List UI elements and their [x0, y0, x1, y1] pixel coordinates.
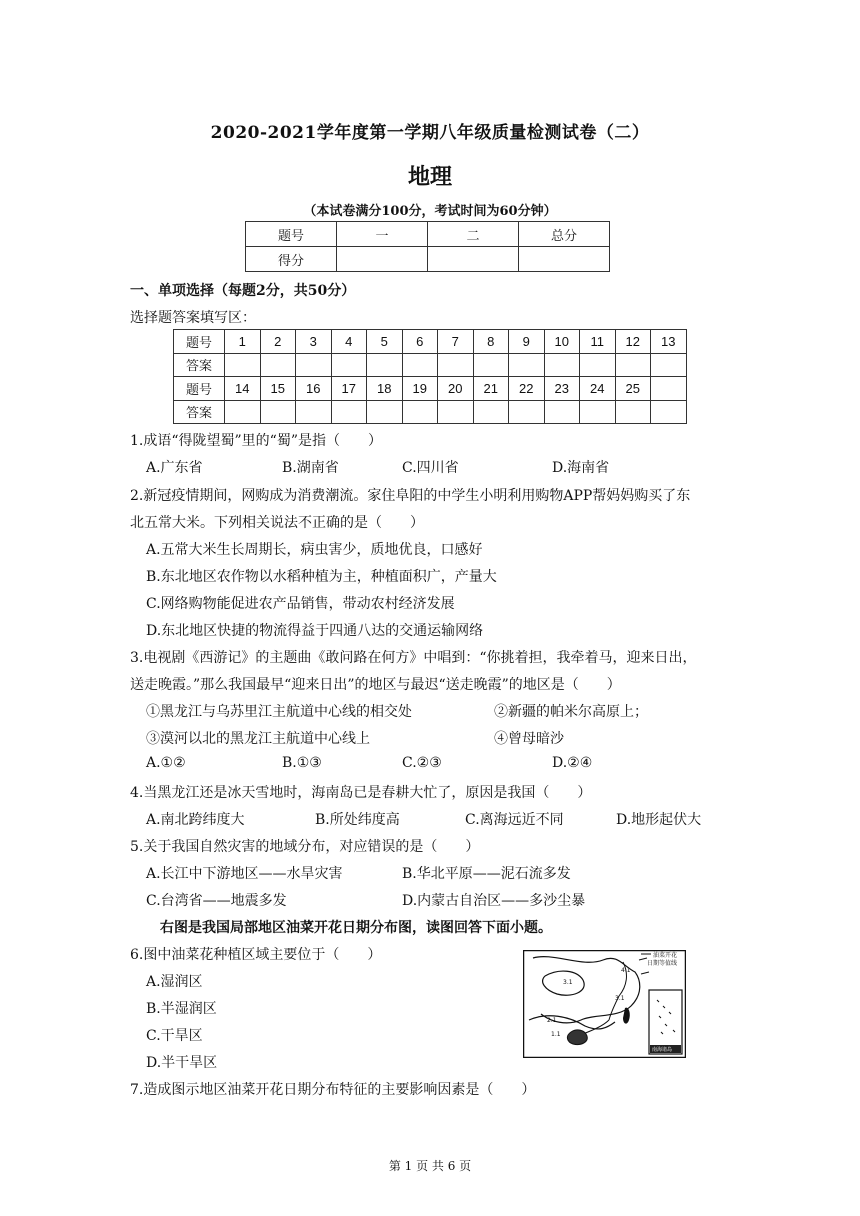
- answer-cell[interactable]: [509, 400, 545, 424]
- option[interactable]: B.所处纬度高: [315, 812, 400, 828]
- option[interactable]: A.长江中下游地区——水旱灾害: [146, 866, 343, 882]
- map-intro: 右图是我国局部地区油菜开花日期分布图，读图回答下面小题。: [160, 920, 552, 936]
- question-6: 6.图中油菜花种植区域主要位于（ ）: [130, 947, 382, 963]
- question-5: 5.关于我国自然灾害的地域分布，对应错误的是（ ）: [130, 839, 480, 855]
- question-number: 24: [580, 377, 616, 401]
- question-3-line-1: 3.电视剧《西游记》的主题曲《敢问路在何方》中唱到：“你挑着担，我牵着马，迎来日出，: [130, 650, 697, 666]
- question-number: 12: [615, 330, 651, 354]
- question-number: 3: [296, 330, 332, 354]
- legend-label: 油菜开花: [653, 952, 678, 959]
- answer-cell[interactable]: [615, 353, 651, 377]
- isoline-label: 2.1: [547, 1017, 557, 1024]
- question-2-line-2: 北五常大米。下列相关说法不正确的是（ ）: [130, 515, 424, 531]
- question-number: 10: [544, 330, 580, 354]
- question-3-line-2: 送走晚霞。”那么我国最早“迎来日出”的地区与最迟“送走晚霞”的地区是（ ）: [130, 677, 621, 693]
- question-2-line-1: 2.新冠疫情期间，网购成为消费潮流。家住阜阳的中学生小明利用购物APP帮妈妈购买了东: [130, 488, 691, 504]
- question-number: 22: [509, 377, 545, 401]
- option[interactable]: D.海南省: [552, 460, 610, 476]
- option[interactable]: A.南北跨纬度大: [146, 812, 245, 828]
- isoline-label: 4.1: [621, 967, 631, 974]
- option[interactable]: C.网络购物能促进农产品销售，带动农村经济发展: [146, 596, 455, 612]
- score-header: 总分: [519, 222, 610, 247]
- answer-cell[interactable]: [260, 400, 296, 424]
- answer-cell[interactable]: [473, 353, 509, 377]
- question-number: 25: [615, 377, 651, 401]
- answer-cell[interactable]: [615, 400, 651, 424]
- answer-cell[interactable]: [438, 353, 474, 377]
- score-header: 二: [428, 222, 519, 247]
- question-number: 2: [260, 330, 296, 354]
- rapeseed-flowering-map: [523, 950, 686, 1058]
- question-number: 20: [438, 377, 474, 401]
- question-7: 7.造成图示地区油菜开花日期分布特征的主要影响因素是（ ）: [130, 1082, 536, 1098]
- answer-cell[interactable]: [367, 353, 403, 377]
- score-table: [245, 221, 610, 272]
- isoline-label: 3.1: [563, 979, 573, 986]
- answer-cell[interactable]: [296, 353, 332, 377]
- option[interactable]: C.干旱区: [146, 1028, 203, 1044]
- legend-label: 日期等值线: [647, 960, 678, 967]
- option[interactable]: C.四川省: [402, 460, 459, 476]
- question-number: 11: [580, 330, 616, 354]
- score-header: 一: [337, 222, 428, 247]
- question-number: 1: [225, 330, 261, 354]
- exam-title: 2020-2021学年度第一学期八年级质量检测试卷（二）: [210, 123, 650, 143]
- score-row-label: 得分: [246, 247, 337, 272]
- score-cell[interactable]: [428, 247, 519, 272]
- answer-cell[interactable]: [402, 353, 438, 377]
- answer-cell[interactable]: [367, 400, 403, 424]
- option[interactable]: D.②④: [552, 755, 593, 771]
- answer-cell[interactable]: [580, 353, 616, 377]
- option[interactable]: B.①③: [282, 755, 322, 771]
- question-number: 7: [438, 330, 474, 354]
- option[interactable]: B.湖南省: [282, 460, 339, 476]
- subject-title: 地理: [407, 164, 452, 190]
- question-number: 18: [367, 377, 403, 401]
- answer-cell[interactable]: [509, 353, 545, 377]
- question-number: 21: [473, 377, 509, 401]
- answer-cell[interactable]: [651, 353, 687, 377]
- answer-cell[interactable]: [331, 400, 367, 424]
- isoline-label: 3.1: [615, 995, 625, 1002]
- question-number: 13: [651, 330, 687, 354]
- answer-row-label: 题号: [174, 377, 225, 401]
- option[interactable]: A.广东省: [146, 460, 203, 476]
- question-4: 4.当黑龙江还是冰天雪地时，海南岛已是春耕大忙了，原因是我国（ ）: [130, 785, 592, 801]
- question-number: 9: [509, 330, 545, 354]
- answer-row-label: 答案: [174, 353, 225, 377]
- question-number: 16: [296, 377, 332, 401]
- score-cell[interactable]: [519, 247, 610, 272]
- question-number: 17: [331, 377, 367, 401]
- option[interactable]: A.五常大米生长周期长，病虫害少，质地优良，口感好: [146, 542, 483, 558]
- question-1: 1.成语“得陇望蜀”里的“蜀”是指（ ）: [130, 433, 382, 449]
- empty-cell: [651, 400, 687, 424]
- question-number: 5: [367, 330, 403, 354]
- option[interactable]: A.湿润区: [146, 974, 203, 990]
- option[interactable]: D.半干旱区: [146, 1055, 218, 1071]
- answer-table: [173, 329, 687, 424]
- question-number: 8: [473, 330, 509, 354]
- answer-cell[interactable]: [260, 353, 296, 377]
- answer-cell[interactable]: [331, 353, 367, 377]
- section-title: 一、单项选择（每题2分，共50分）: [130, 283, 356, 299]
- question-number: 19: [402, 377, 438, 401]
- option[interactable]: A.①②: [146, 755, 186, 771]
- option[interactable]: C.台湾省——地震多发: [146, 893, 287, 909]
- answer-row-label: 题号: [174, 330, 225, 354]
- question-number: 6: [402, 330, 438, 354]
- answer-cell[interactable]: [438, 400, 474, 424]
- answer-area-label: 选择题答案填写区：: [130, 310, 256, 326]
- option[interactable]: B.华北平原——泥石流多发: [402, 866, 571, 882]
- page-footer: 第 1 页 共 6 页: [388, 1159, 472, 1173]
- question-3-item: ③漠河以北的黑龙江主航道中心线上: [146, 731, 370, 747]
- answer-cell[interactable]: [225, 353, 261, 377]
- answer-cell[interactable]: [225, 400, 261, 424]
- option[interactable]: D.内蒙古自治区——多沙尘暴: [402, 893, 586, 909]
- question-3-item: ④曾母暗沙: [494, 731, 564, 747]
- answer-cell[interactable]: [544, 353, 580, 377]
- question-number: 14: [225, 377, 261, 401]
- answer-cell[interactable]: [544, 400, 580, 424]
- option[interactable]: D.东北地区快捷的物流得益于四通八达的交通运输网络: [146, 623, 484, 639]
- answer-cell[interactable]: [580, 400, 616, 424]
- question-number: 15: [260, 377, 296, 401]
- question-number: 23: [544, 377, 580, 401]
- answer-row-label: 答案: [174, 400, 225, 424]
- answer-cell[interactable]: [402, 400, 438, 424]
- score-header: 题号: [246, 222, 337, 247]
- question-number: 4: [331, 330, 367, 354]
- option[interactable]: C.离海远近不同: [465, 812, 564, 828]
- exam-note: （本试卷满分100分，考试时间为60分钟）: [303, 204, 557, 219]
- isoline-label: 1.1: [551, 1031, 561, 1038]
- option[interactable]: B.半湿润区: [146, 1001, 217, 1017]
- score-cell[interactable]: [337, 247, 428, 272]
- option[interactable]: D.地形起伏大: [616, 812, 702, 828]
- option[interactable]: C.②③: [402, 755, 442, 771]
- empty-cell: [651, 377, 687, 401]
- inset-label: 南海诸岛: [652, 1047, 673, 1053]
- answer-cell[interactable]: [473, 400, 509, 424]
- option[interactable]: B.东北地区农作物以水稻种植为主，种植面积广，产量大: [146, 569, 497, 585]
- answer-cell[interactable]: [296, 400, 332, 424]
- question-3-item: ①黑龙江与乌苏里江主航道中心线的相交处: [146, 704, 412, 720]
- question-3-item: ②新疆的帕米尔高原上；: [494, 704, 648, 720]
